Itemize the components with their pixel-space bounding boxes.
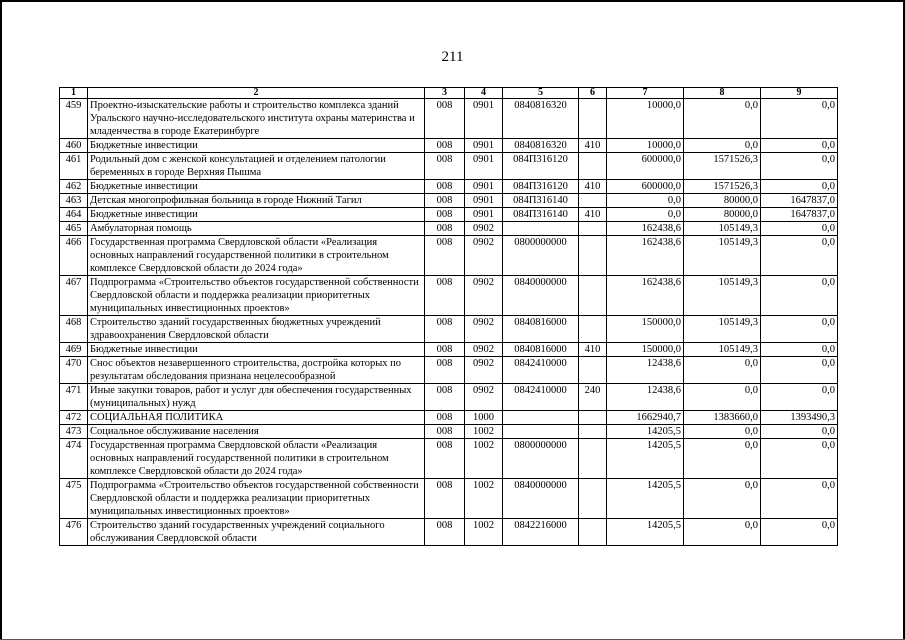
row-name: Строительство зданий государственных учреждений социального обслуживания Свердловской области (88, 519, 425, 546)
amount-year-3: 0,0 (761, 316, 838, 343)
section-code: 0902 (465, 343, 503, 357)
row-name: Подпрограмма «Строительство объектов государственной собственности Свердловской области и поддержка реализации приоритетных муниципальных инвестиционных проектов» (88, 479, 425, 519)
amount-year-2: 105149,3 (684, 222, 761, 236)
amount-year-2: 0,0 (684, 139, 761, 153)
row-number: 475 (60, 479, 88, 519)
amount-year-1: 14205,5 (607, 519, 684, 546)
target-article-code: 0800000000 (503, 439, 579, 479)
section-code: 0901 (465, 208, 503, 222)
amount-year-2: 80000,0 (684, 208, 761, 222)
expense-type-code: 410 (579, 343, 607, 357)
section-code: 0901 (465, 194, 503, 208)
ministry-code: 008 (425, 236, 465, 276)
row-name: Бюджетные инвестиции (88, 208, 425, 222)
amount-year-2: 0,0 (684, 519, 761, 546)
table-row (60, 99, 838, 139)
row-name: Социальное обслуживание населения (88, 425, 425, 439)
section-code: 0902 (465, 222, 503, 236)
ministry-code: 008 (425, 411, 465, 425)
amount-year-3: 0,0 (761, 357, 838, 384)
target-article-code: 0840816320 (503, 139, 579, 153)
amount-year-2: 0,0 (684, 99, 761, 139)
amount-year-3: 0,0 (761, 236, 838, 276)
expense-type-code (579, 519, 607, 546)
expense-type-code (579, 411, 607, 425)
column-header: 8 (684, 88, 761, 99)
section-code: 0901 (465, 99, 503, 139)
expense-type-code (579, 425, 607, 439)
section-code: 0902 (465, 236, 503, 276)
amount-year-1: 10000,0 (607, 139, 684, 153)
row-name: Государственная программа Свердловской области «Реализация основных направлений государственной политики в строительном комплексе Свердловской области до 2024 года» (88, 236, 425, 276)
amount-year-3: 0,0 (761, 439, 838, 479)
ministry-code: 008 (425, 439, 465, 479)
target-article-code (503, 425, 579, 439)
table-row (60, 139, 838, 153)
row-name: Строительство зданий государственных бюджетных учреждений здравоохранения Свердловской области (88, 316, 425, 343)
section-code: 1000 (465, 411, 503, 425)
target-article-code: 0840000000 (503, 276, 579, 316)
table-row (60, 236, 838, 276)
amount-year-1: 162438,6 (607, 236, 684, 276)
row-number: 464 (60, 208, 88, 222)
target-article-code: 0800000000 (503, 236, 579, 276)
row-name: Проектно-изыскательские работы и строительство комплекса зданий Уральского научно-исследовательского института охраны материнства и младенчества в городе Екатеринбурге (88, 99, 425, 139)
amount-year-2: 1571526,3 (684, 153, 761, 180)
amount-year-2: 0,0 (684, 479, 761, 519)
table-row (60, 425, 838, 439)
table-row (60, 180, 838, 194)
row-name: Подпрограмма «Строительство объектов государственной собственности Свердловской области и поддержка реализации приоритетных муниципальных инвестиционных проектов» (88, 276, 425, 316)
amount-year-2: 0,0 (684, 425, 761, 439)
section-code: 1002 (465, 479, 503, 519)
expense-type-code (579, 479, 607, 519)
amount-year-1: 0,0 (607, 208, 684, 222)
ministry-code: 008 (425, 316, 465, 343)
expense-type-code: 410 (579, 180, 607, 194)
target-article-code: 084П316140 (503, 208, 579, 222)
section-code: 1002 (465, 519, 503, 546)
table-row (60, 194, 838, 208)
target-article-code (503, 222, 579, 236)
section-code: 0901 (465, 153, 503, 180)
amount-year-1: 14205,5 (607, 439, 684, 479)
row-name: Снос объектов незавершенного строительства, достройка которых по результатам обследования признана нецелесообразной (88, 357, 425, 384)
amount-year-2: 0,0 (684, 357, 761, 384)
amount-year-2: 0,0 (684, 439, 761, 479)
amount-year-1: 12438,6 (607, 384, 684, 411)
column-header: 5 (503, 88, 579, 99)
row-number: 470 (60, 357, 88, 384)
section-code: 0902 (465, 276, 503, 316)
row-name: Бюджетные инвестиции (88, 343, 425, 357)
table-row (60, 316, 838, 343)
amount-year-3: 0,0 (761, 139, 838, 153)
table-row (60, 343, 838, 357)
table-row (60, 411, 838, 425)
row-number: 463 (60, 194, 88, 208)
amount-year-1: 600000,0 (607, 153, 684, 180)
row-number: 465 (60, 222, 88, 236)
amount-year-1: 150000,0 (607, 343, 684, 357)
row-number: 472 (60, 411, 88, 425)
table-row (60, 439, 838, 479)
section-code: 0901 (465, 139, 503, 153)
amount-year-3: 0,0 (761, 384, 838, 411)
table-body (60, 99, 838, 546)
expense-type-code (579, 222, 607, 236)
row-name: Детская многопрофильная больница в городе Нижний Тагил (88, 194, 425, 208)
column-header: 9 (761, 88, 838, 99)
row-number: 476 (60, 519, 88, 546)
ministry-code: 008 (425, 425, 465, 439)
ministry-code: 008 (425, 99, 465, 139)
amount-year-2: 105149,3 (684, 316, 761, 343)
row-number: 466 (60, 236, 88, 276)
target-article-code: 0840816320 (503, 99, 579, 139)
column-header: 4 (465, 88, 503, 99)
row-number: 471 (60, 384, 88, 411)
amount-year-2: 105149,3 (684, 343, 761, 357)
amount-year-3: 0,0 (761, 276, 838, 316)
column-header: 7 (607, 88, 684, 99)
amount-year-1: 600000,0 (607, 180, 684, 194)
ministry-code: 008 (425, 194, 465, 208)
row-name: СОЦИАЛЬНАЯ ПОЛИТИКА (88, 411, 425, 425)
expense-type-code (579, 357, 607, 384)
header-row (60, 88, 838, 99)
expense-type-code (579, 276, 607, 316)
row-number: 469 (60, 343, 88, 357)
amount-year-2: 80000,0 (684, 194, 761, 208)
scan-border (0, 0, 2, 640)
column-header: 3 (425, 88, 465, 99)
amount-year-3: 1647837,0 (761, 208, 838, 222)
section-code: 1002 (465, 425, 503, 439)
amount-year-1: 150000,0 (607, 316, 684, 343)
amount-year-2: 105149,3 (684, 276, 761, 316)
amount-year-3: 0,0 (761, 343, 838, 357)
target-article-code: 084П316120 (503, 180, 579, 194)
expense-type-code (579, 194, 607, 208)
table-row (60, 153, 838, 180)
ministry-code: 008 (425, 208, 465, 222)
amount-year-1: 14205,5 (607, 425, 684, 439)
row-number: 474 (60, 439, 88, 479)
ministry-code: 008 (425, 479, 465, 519)
target-article-code: 084П316120 (503, 153, 579, 180)
ministry-code: 008 (425, 276, 465, 316)
target-article-code: 0840816000 (503, 316, 579, 343)
expense-type-code: 410 (579, 139, 607, 153)
amount-year-1: 12438,6 (607, 357, 684, 384)
table-row (60, 276, 838, 316)
expense-type-code (579, 439, 607, 479)
table-row (60, 384, 838, 411)
target-article-code: 0842410000 (503, 384, 579, 411)
amount-year-3: 1647837,0 (761, 194, 838, 208)
target-article-code: 0840000000 (503, 479, 579, 519)
target-article-code: 084П316140 (503, 194, 579, 208)
table-row (60, 357, 838, 384)
row-number: 468 (60, 316, 88, 343)
expense-type-code: 240 (579, 384, 607, 411)
section-code: 0902 (465, 357, 503, 384)
ministry-code: 008 (425, 384, 465, 411)
amount-year-3: 0,0 (761, 425, 838, 439)
ministry-code: 008 (425, 519, 465, 546)
row-number: 473 (60, 425, 88, 439)
amount-year-3: 0,0 (761, 99, 838, 139)
ministry-code: 008 (425, 153, 465, 180)
column-header: 1 (60, 88, 88, 99)
amount-year-3: 0,0 (761, 479, 838, 519)
row-name: Амбулаторная помощь (88, 222, 425, 236)
page-number: 211 (441, 49, 464, 65)
row-number: 461 (60, 153, 88, 180)
row-number: 460 (60, 139, 88, 153)
expense-type-code (579, 236, 607, 276)
table-row (60, 208, 838, 222)
ministry-code: 008 (425, 343, 465, 357)
section-code: 0902 (465, 384, 503, 411)
section-code: 0902 (465, 316, 503, 343)
row-name: Бюджетные инвестиции (88, 139, 425, 153)
section-code: 1002 (465, 439, 503, 479)
target-article-code: 0840816000 (503, 343, 579, 357)
row-name: Иные закупки товаров, работ и услуг для обеспечения государственных (муниципальных) нужд (88, 384, 425, 411)
ministry-code: 008 (425, 180, 465, 194)
amount-year-1: 14205,5 (607, 479, 684, 519)
amount-year-1: 10000,0 (607, 99, 684, 139)
amount-year-2: 1571526,3 (684, 180, 761, 194)
ministry-code: 008 (425, 222, 465, 236)
target-article-code: 0842410000 (503, 357, 579, 384)
column-header: 6 (579, 88, 607, 99)
amount-year-1: 162438,6 (607, 222, 684, 236)
expense-type-code (579, 316, 607, 343)
expense-type-code (579, 153, 607, 180)
amount-year-1: 1662940,7 (607, 411, 684, 425)
row-number: 462 (60, 180, 88, 194)
row-number: 467 (60, 276, 88, 316)
row-name: Бюджетные инвестиции (88, 180, 425, 194)
table-row (60, 479, 838, 519)
budget-table (59, 87, 838, 546)
amount-year-3: 0,0 (761, 180, 838, 194)
ministry-code: 008 (425, 357, 465, 384)
amount-year-2: 0,0 (684, 384, 761, 411)
row-number: 459 (60, 99, 88, 139)
target-article-code (503, 411, 579, 425)
expense-type-code (579, 99, 607, 139)
amount-year-2: 1383660,0 (684, 411, 761, 425)
amount-year-1: 162438,6 (607, 276, 684, 316)
row-name: Государственная программа Свердловской области «Реализация основных направлений государственной политики в строительном комплексе Свердловской области до 2024 года» (88, 439, 425, 479)
target-article-code: 0842216000 (503, 519, 579, 546)
expense-type-code: 410 (579, 208, 607, 222)
column-header: 2 (88, 88, 425, 99)
amount-year-1: 0,0 (607, 194, 684, 208)
amount-year-3: 0,0 (761, 222, 838, 236)
table-row (60, 222, 838, 236)
ministry-code: 008 (425, 139, 465, 153)
section-code: 0901 (465, 180, 503, 194)
row-name: Родильный дом с женской консультацией и отделением патологии беременных в городе Верхняя Пышма (88, 153, 425, 180)
amount-year-3: 0,0 (761, 153, 838, 180)
scan-border (0, 0, 905, 2)
amount-year-3: 1393490,3 (761, 411, 838, 425)
amount-year-2: 105149,3 (684, 236, 761, 276)
amount-year-3: 0,0 (761, 519, 838, 546)
table-row (60, 519, 838, 546)
